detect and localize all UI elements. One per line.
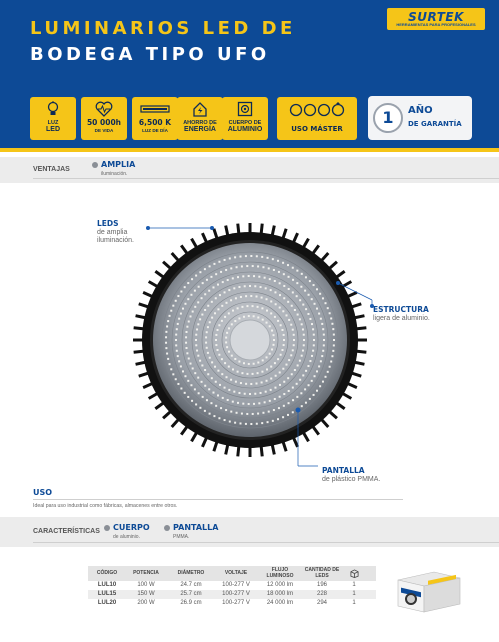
callout-leds-sub1: de amplia bbox=[97, 229, 128, 236]
brand-name: SURTEK bbox=[408, 10, 464, 24]
brand-tagline: HERRAMIENTAS PARA PROFESIONALES bbox=[396, 22, 476, 27]
table-row bbox=[88, 581, 376, 590]
uso-rule bbox=[33, 499, 403, 500]
feature-color-temp-value: 6,500 K bbox=[138, 118, 172, 127]
ventajas-label: VENTAJAS bbox=[33, 166, 70, 173]
cell-box: 1 bbox=[352, 591, 356, 597]
cell-diametro: 26.9 cm bbox=[180, 600, 202, 606]
warranty-line1: AÑO bbox=[408, 105, 433, 116]
cell-voltaje: 100-277 V bbox=[222, 600, 250, 606]
warranty-line2: DE GARANTÍA bbox=[408, 120, 462, 128]
feature-led-big: LED bbox=[46, 125, 60, 133]
col-cantidad: CANTIDAD DE LEDS bbox=[304, 567, 340, 579]
cell-leds: 196 bbox=[316, 582, 327, 588]
callout-leds-sub2: iluminación. bbox=[97, 237, 134, 244]
caracteristicas-section bbox=[0, 517, 499, 547]
col-codigo: CÓDIGO bbox=[96, 570, 118, 576]
warranty-number: 1 bbox=[373, 103, 403, 133]
bullet-dot bbox=[164, 525, 170, 531]
uso-text: Ideal para uso industrial como fábricas, almacenes entre otros. bbox=[33, 503, 178, 509]
callout-estructura-title: ESTRUCTURA bbox=[373, 305, 429, 314]
section-rule bbox=[33, 542, 499, 543]
feature-led-small: LUZ bbox=[47, 120, 59, 126]
cell-box: 1 bbox=[352, 582, 356, 588]
cell-diametro: 24.7 cm bbox=[180, 582, 202, 588]
cell-leds: 228 bbox=[316, 591, 327, 597]
cell-codigo: LUL15 bbox=[97, 591, 117, 597]
caracteristica-title: PANTALLA bbox=[173, 523, 219, 532]
feature-energy-big: ENERGÍA bbox=[184, 125, 216, 133]
cell-potencia: 150 W bbox=[137, 591, 155, 597]
page-title-line2: BODEGA TIPO UFO bbox=[30, 44, 270, 65]
cell-codigo: LUL20 bbox=[97, 600, 117, 606]
table-row bbox=[88, 599, 376, 608]
page-title-line1: LUMINARIOS LED DE bbox=[30, 18, 296, 39]
feature-aluminum-small: CUERPO DE bbox=[228, 120, 262, 126]
caracteristicas-label: CARACTERÍSTICAS bbox=[33, 528, 100, 535]
feature-aluminum-big: ALUMINIO bbox=[227, 125, 263, 133]
cell-flujo: 24 000 lm bbox=[266, 600, 294, 606]
cell-flujo: 18 000 lm bbox=[266, 591, 294, 597]
cell-flujo: 12 000 lm bbox=[266, 582, 294, 588]
ventaja-title: AMPLIA bbox=[101, 160, 136, 169]
box-icon bbox=[346, 569, 362, 581]
package-image bbox=[394, 566, 464, 616]
feature-lifetime-value: 50 000h bbox=[86, 118, 122, 127]
caracteristica-sub: de aluminio. bbox=[113, 534, 140, 540]
cell-voltaje: 100-277 V bbox=[222, 582, 250, 588]
cell-leds: 294 bbox=[316, 600, 327, 606]
table-header bbox=[88, 566, 376, 581]
col-diametro: DIÁMETRO bbox=[177, 570, 205, 576]
ventaja-sub: iluminación. bbox=[101, 171, 128, 177]
uso-title: USO bbox=[33, 488, 53, 497]
callout-pantalla-sub: de plástico PMMA. bbox=[322, 476, 381, 483]
cell-diametro: 25.7 cm bbox=[180, 591, 202, 597]
callout-pantalla-title: PANTALLA bbox=[322, 466, 365, 475]
caracteristica-title: CUERPO bbox=[113, 523, 150, 532]
cell-potencia: 200 W bbox=[137, 600, 155, 606]
bullet-dot bbox=[104, 525, 110, 531]
callout-leds-title: LEDS bbox=[97, 219, 119, 228]
feature-master-use-label: USO MÁSTER bbox=[291, 125, 343, 133]
callout-estructura-sub: ligera de aluminio. bbox=[373, 315, 430, 322]
feature-energy-small: AHORRO DE bbox=[183, 120, 217, 126]
cell-codigo: LUL10 bbox=[97, 582, 117, 588]
cell-potencia: 100 W bbox=[137, 582, 155, 588]
cell-box: 1 bbox=[352, 600, 356, 606]
cell-voltaje: 100-277 V bbox=[222, 591, 250, 597]
feature-color-temp-label: LUZ DE DÍA bbox=[142, 128, 168, 133]
col-flujo: FLUJO LUMINOSO bbox=[266, 567, 294, 579]
feature-lifetime-label: DE VIDA bbox=[94, 128, 114, 133]
caracteristica-sub: PMMA. bbox=[173, 534, 190, 540]
table-row bbox=[88, 590, 376, 599]
col-voltaje: VOLTAJE bbox=[224, 570, 248, 576]
col-potencia: POTENCIA bbox=[133, 570, 159, 576]
